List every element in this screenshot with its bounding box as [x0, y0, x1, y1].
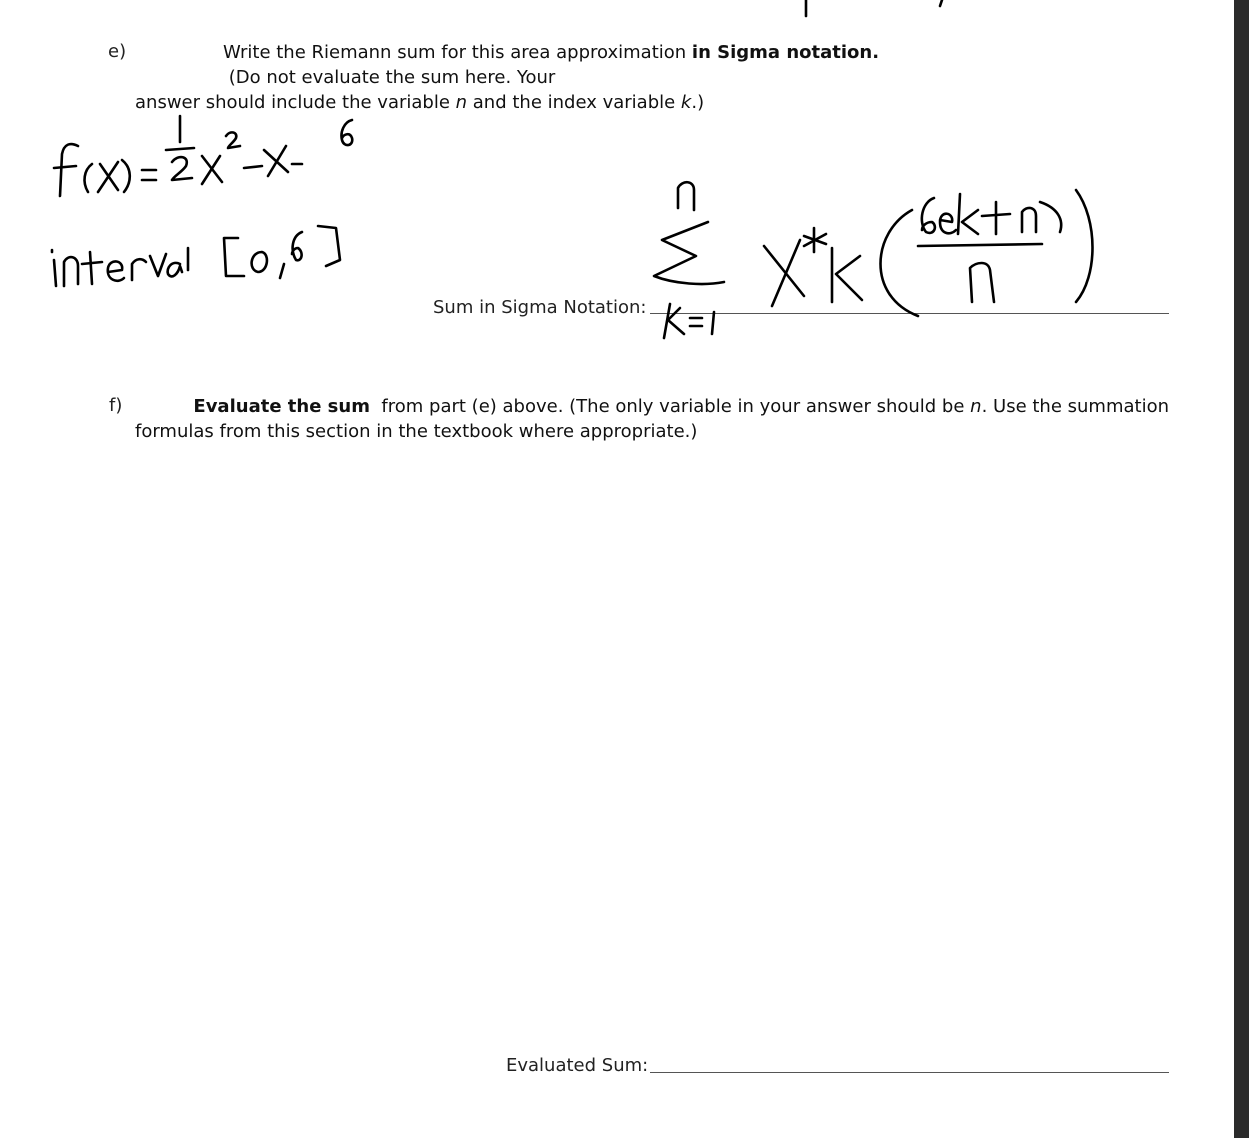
part-f-label: f) [109, 395, 123, 416]
part-e-label: e) [108, 41, 127, 62]
part-e-text-b: (Do not evaluate the sum here. Your [223, 67, 556, 88]
part-e-text-a: Write the Riemann sum for this area approximation [223, 42, 692, 63]
part-e-bold: in Sigma notation. [691, 42, 880, 63]
sigma-answer-label: Sum in Sigma Notation: [433, 297, 647, 318]
evaluated-sum-line [650, 1072, 1169, 1073]
part-f-line-2: formulas from this section in the textbook where appropriate.) [135, 421, 698, 442]
part-f-bold: Evaluate the sum [193, 396, 370, 417]
handwritten-sigma-answer [0, 0, 1249, 360]
part-f-line-1: Evaluate the sum from part (e) above. (The only variable in your answer should be n. Use the summation [193, 396, 1169, 417]
part-f-question [135, 394, 1169, 444]
part-e-line-2: answer should include the variable n and the index variable k.) [135, 92, 705, 113]
evaluated-sum-label: Evaluated Sum: [506, 1055, 649, 1076]
